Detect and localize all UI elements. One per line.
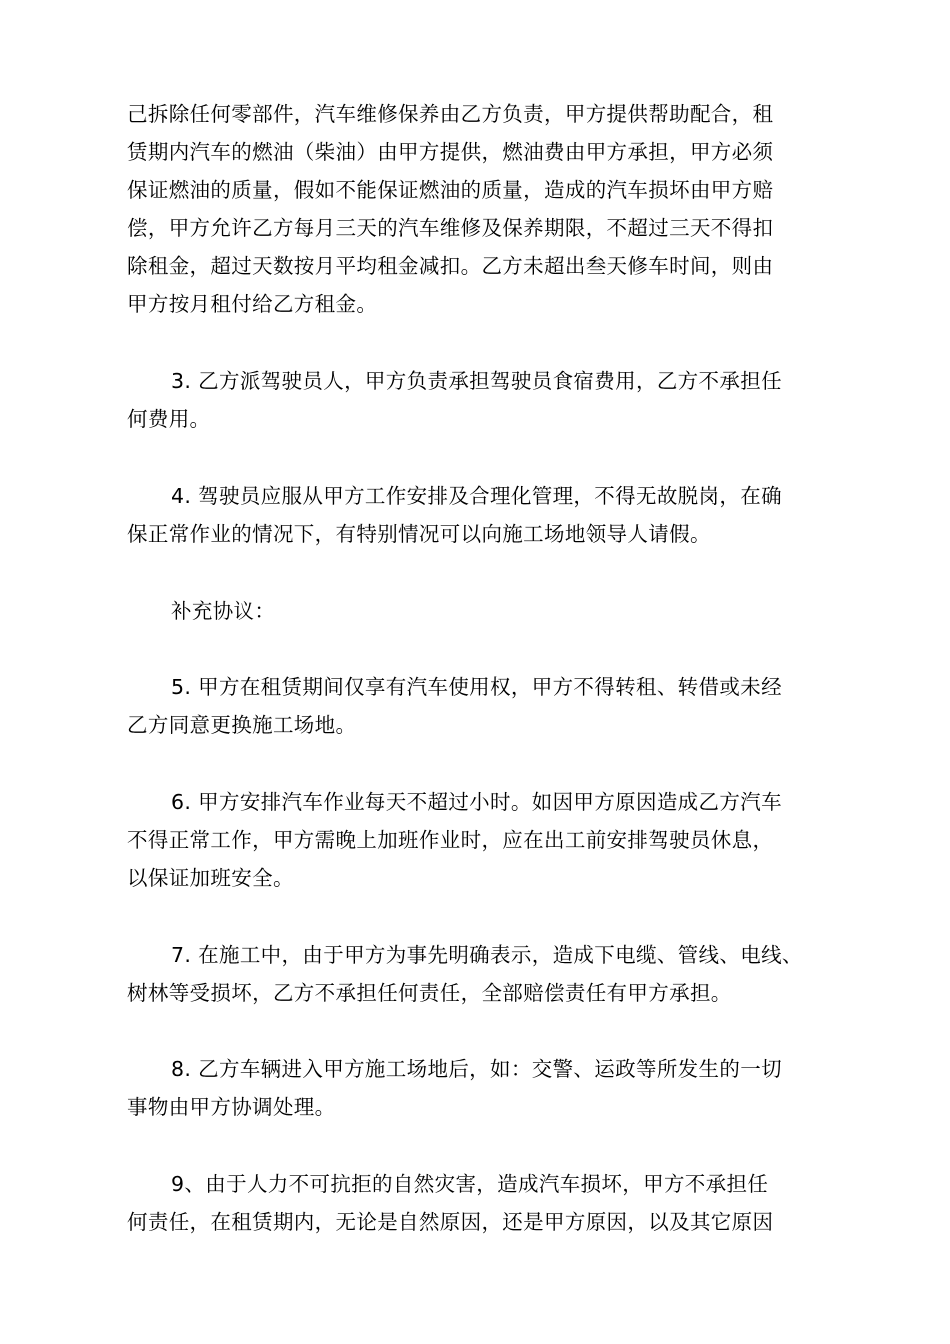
clause-4-line: 保正常作业的情况下，有特别情况可以向施工场地领导人请假。 bbox=[127, 522, 711, 546]
clause-9-line: 何责任，在租赁期内，无论是自然原因，还是甲方原因，以及其它原因 bbox=[127, 1210, 774, 1234]
supplement-heading: 补充协议： bbox=[171, 599, 276, 623]
text-line: 甲方按月租付给乙方租金。 bbox=[127, 292, 378, 316]
clause-6-line: 6. 甲方安排汽车作业每天不超过小时。如因甲方原因造成乙方汽车 bbox=[171, 790, 782, 814]
clause-7-line: 7. 在施工中，由于甲方为事先明确表示，造成下电缆、管线、电线、 bbox=[171, 943, 803, 967]
clause-5-line: 5. 甲方在租赁期间仅享有汽车使用权，甲方不得转租、转借或未经 bbox=[171, 675, 782, 699]
clause-8-line: 8. 乙方车辆进入甲方施工场地后，如：交警、运政等所发生的一切 bbox=[171, 1057, 782, 1081]
clause-8-line: 事物由甲方协调处理。 bbox=[127, 1095, 336, 1119]
clause-6-line: 以保证加班安全。 bbox=[127, 866, 294, 890]
clause-9-line: 9、由于人力不可抗拒的自然灾害，造成汽车损坏，甲方不承担任 bbox=[171, 1172, 769, 1196]
clause-5-line: 乙方同意更换施工场地。 bbox=[127, 713, 357, 737]
clause-6-line: 不得正常工作，甲方需晚上加班作业时，应在出工前安排驾驶员休息， bbox=[127, 828, 774, 852]
text-line: 除租金，超过天数按月平均租金减扣。乙方未超出叁天修车时间，则由 bbox=[127, 254, 774, 278]
text-line: 己拆除任何零部件，汽车维修保养由乙方负责，甲方提供帮助配合，租 bbox=[127, 102, 774, 126]
clause-3-line: 3. 乙方派驾驶员人，甲方负责承担驾驶员食宿费用，乙方不承担任 bbox=[171, 369, 782, 393]
text-line: 保证燃油的质量，假如不能保证燃油的质量，造成的汽车损坏由甲方赔 bbox=[127, 178, 774, 202]
text-line: 赁期内汽车的燃油（柴油）由甲方提供，燃油费由甲方承担，甲方必须 bbox=[127, 140, 774, 164]
clause-4-line: 4. 驾驶员应服从甲方工作安排及合理化管理，不得无故脱岗，在确 bbox=[171, 484, 782, 508]
text-line: 偿，甲方允许乙方每月三天的汽车维修及保养期限，不超过三天不得扣 bbox=[127, 216, 774, 240]
clause-7-line: 树林等受损坏，乙方不承担任何责任，全部赔偿责任有甲方承担。 bbox=[127, 981, 732, 1005]
clause-3-line: 何费用。 bbox=[127, 407, 211, 431]
